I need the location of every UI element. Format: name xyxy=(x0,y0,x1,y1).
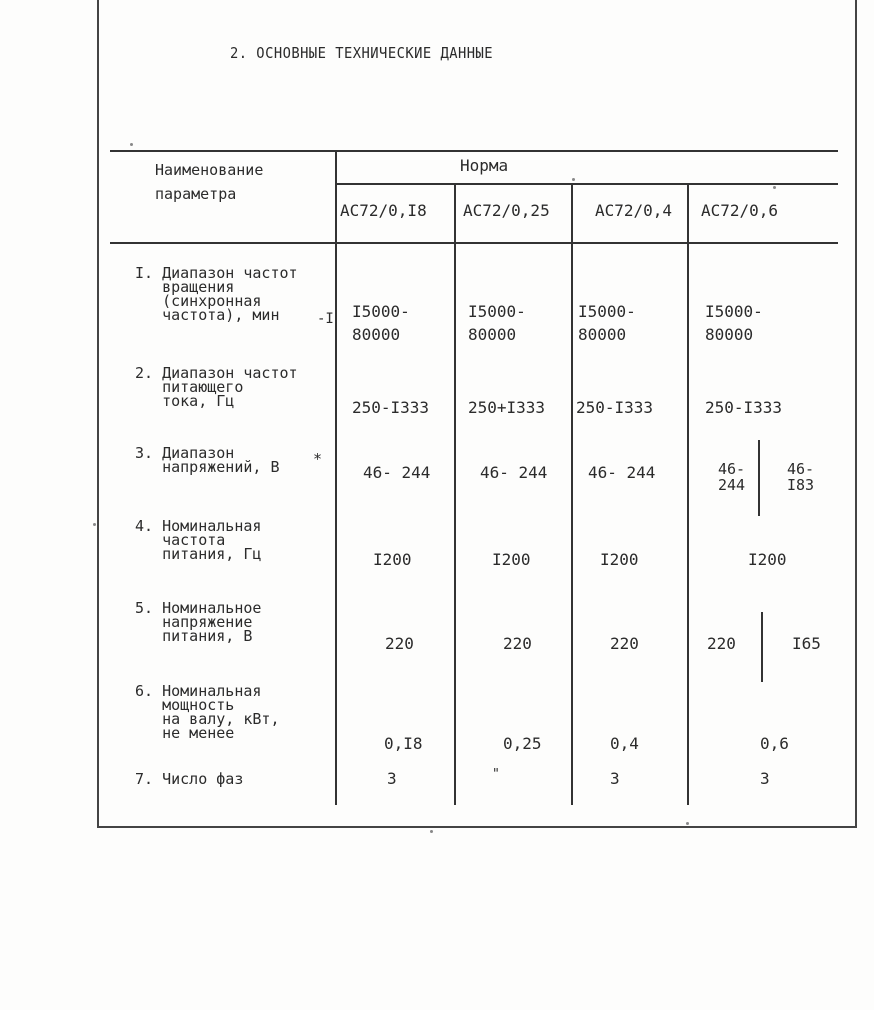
row-1-value-4: I5000- 80000 xyxy=(705,302,763,344)
param-row-5: 5. Номинальное напряжение питания, В xyxy=(135,599,262,645)
row-1-value-1: I5000- 80000 xyxy=(352,302,410,344)
table-top-rule xyxy=(110,150,838,152)
row-3-split-divider xyxy=(758,440,760,516)
param-row-7: 7. Число фаз xyxy=(135,770,244,788)
row-3-value-2: 46- 244 xyxy=(480,463,548,482)
col-divider-4 xyxy=(687,183,689,805)
row-5-value-3: 220 xyxy=(610,634,639,653)
row-4-value-2: I200 xyxy=(492,550,531,569)
col-divider-3 xyxy=(571,183,573,805)
scan-speck xyxy=(773,186,776,189)
param-row-1-superscript: -I xyxy=(317,311,334,327)
row-2-value-2: 250+I333 xyxy=(468,398,546,417)
row-1-value-2: I5000- 80000 xyxy=(468,302,526,344)
row-4-value-4: I200 xyxy=(748,550,787,569)
row-2-value-1: 250-I333 xyxy=(352,398,430,417)
row-7-value-2: " xyxy=(492,767,500,782)
model-header-3: АС72/0,4 xyxy=(595,201,673,220)
header-bottom-rule xyxy=(110,242,838,244)
col-divider-1 xyxy=(335,150,337,805)
param-row-3: 3. Диапазон напряжений, В xyxy=(135,444,280,476)
row-6-value-3: 0,4 xyxy=(610,734,639,753)
row-5-split-value-a: 220 xyxy=(707,634,736,653)
param-row-2: 2. Диапазон частот питающего тока, Гц xyxy=(135,364,298,410)
row-5-value-2: 220 xyxy=(503,634,532,653)
param-row-1: I. Диапазон частот вращения (синхронная частота), мин xyxy=(135,264,298,324)
scan-speck xyxy=(572,178,575,181)
row-4-value-3: I200 xyxy=(600,550,639,569)
row-5-value-1: 220 xyxy=(385,634,414,653)
scan-speck xyxy=(130,143,133,146)
section-title: 2. ОСНОВНЫЕ ТЕХНИЧЕСКИЕ ДАННЫЕ xyxy=(230,44,494,62)
row-7-value-3: 3 xyxy=(610,769,620,788)
col-divider-2 xyxy=(454,183,456,805)
model-header-4: АС72/0,6 xyxy=(701,201,779,220)
scan-speck xyxy=(430,830,433,833)
row-4-value-1: I200 xyxy=(373,550,412,569)
row-6-value-4: 0,6 xyxy=(760,734,789,753)
norm-header: Норма xyxy=(460,156,509,175)
row-7-value-1: 3 xyxy=(387,769,397,788)
row-2-value-3: 250-I333 xyxy=(576,398,654,417)
scan-speck xyxy=(93,523,96,526)
row-7-value-4: 3 xyxy=(760,769,770,788)
param-header: Наименование параметра xyxy=(155,161,264,203)
row-3-value-3: 46- 244 xyxy=(588,463,656,482)
row-6-value-1: 0,I8 xyxy=(384,734,423,753)
scan-speck xyxy=(686,822,689,825)
model-header-2: АС72/0,25 xyxy=(463,201,550,220)
row-5-split-divider xyxy=(761,612,763,682)
row-5-split-value-b: I65 xyxy=(792,634,821,653)
param-row-3-superscript: * xyxy=(313,450,323,468)
row-3-split-value-b: 46- I83 xyxy=(787,460,815,494)
specs-table xyxy=(110,150,838,805)
row-1-value-3: I5000- 80000 xyxy=(578,302,636,344)
header-sub-rule xyxy=(335,183,838,185)
model-header-1: АС72/0,I8 xyxy=(340,201,427,220)
row-3-value-1: 46- 244 xyxy=(363,463,431,482)
row-2-value-4: 250-I333 xyxy=(705,398,783,417)
param-row-6: 6. Номинальная мощность на валу, кВт, не менее xyxy=(135,682,280,742)
row-3-split-value-a: 46- 244 xyxy=(718,460,746,494)
row-6-value-2: 0,25 xyxy=(503,734,542,753)
param-row-4: 4. Номинальная частота питания, Гц xyxy=(135,517,262,563)
